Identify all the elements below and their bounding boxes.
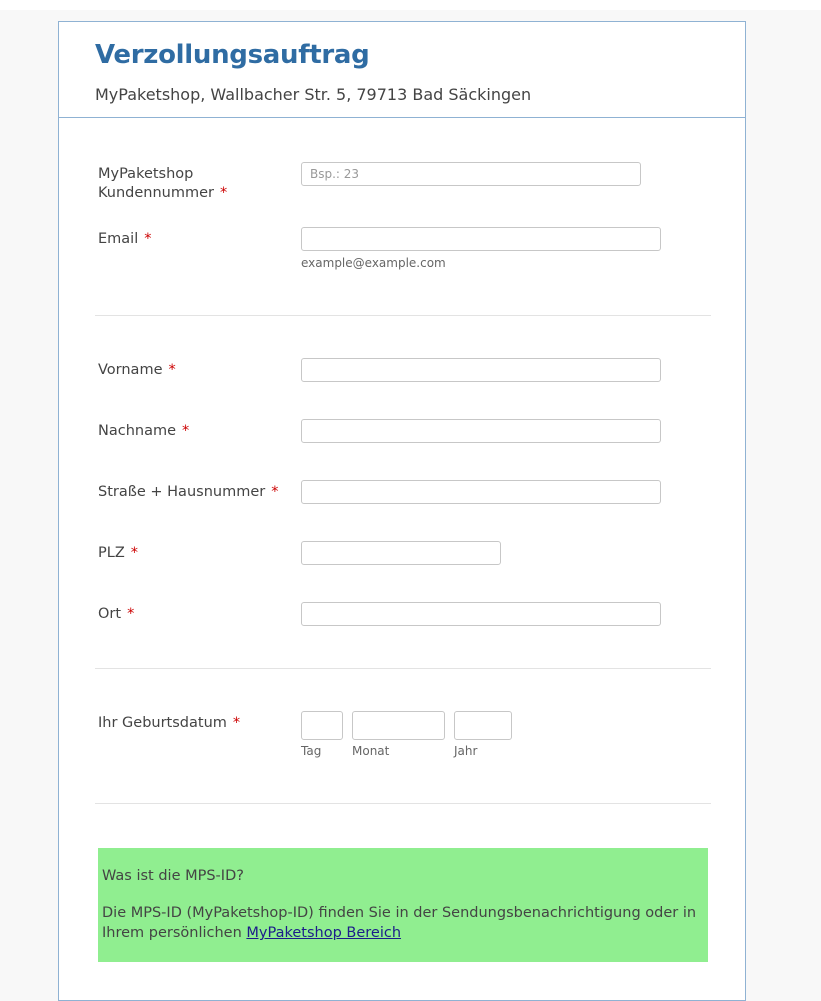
top-strip: [0, 0, 821, 10]
section-divider: [95, 668, 711, 669]
email-input[interactable]: [301, 227, 661, 251]
kundennummer-label-line1: MyPaketshop: [98, 166, 194, 182]
required-mark: *: [220, 185, 228, 201]
section-divider: [95, 803, 711, 804]
kundennummer-label-line2: Kundennummer: [98, 185, 214, 201]
info-answer-text: Die MPS-ID (MyPaketshop-ID) finden Sie in der Sendungsbenachrichtigung oder in Ihrem persönlichen: [102, 905, 697, 941]
required-mark: *: [127, 606, 135, 622]
nachname-label: [98, 422, 189, 441]
vorname-label-text: Vorname: [98, 362, 163, 378]
vorname-input[interactable]: [301, 358, 661, 382]
kundennummer-label: [98, 165, 227, 203]
form-card: [58, 21, 746, 1001]
birth-day-input[interactable]: [301, 711, 343, 740]
strasse-input[interactable]: [301, 480, 661, 504]
birth-month-sublabel: Monat: [352, 744, 390, 758]
ort-label: [98, 605, 134, 624]
nachname-label-text: Nachname: [98, 423, 177, 439]
birth-month-input[interactable]: [352, 711, 445, 740]
email-label: [98, 230, 151, 249]
strasse-label: [98, 483, 278, 502]
required-mark: *: [271, 484, 279, 500]
plz-input[interactable]: [301, 541, 501, 565]
mps-id-info-box: [98, 848, 708, 962]
mypaketshop-bereich-link[interactable]: MyPaketshop Bereich: [246, 925, 402, 941]
form-subtitle: MyPaketshop, Wallbacher Str. 5, 79713 Bad Säckingen: [95, 85, 532, 104]
strasse-label-text: Straße + Hausnummer: [98, 484, 266, 500]
plz-label: [98, 544, 138, 563]
required-mark: *: [232, 715, 241, 731]
plz-label-text: PLZ: [98, 545, 125, 561]
ort-label-text: Ort: [98, 606, 122, 622]
ort-input[interactable]: [301, 602, 661, 626]
birth-year-sublabel: Jahr: [454, 744, 478, 758]
required-mark: *: [144, 231, 152, 247]
nachname-input[interactable]: [301, 419, 661, 443]
birth-day-sublabel: Tag: [301, 744, 322, 758]
birth-year-input[interactable]: [454, 711, 512, 740]
info-question: Was ist die MPS-ID?: [102, 868, 244, 884]
required-mark: *: [130, 545, 139, 561]
required-mark: *: [182, 423, 190, 439]
email-sublabel: example@example.com: [301, 256, 446, 270]
form-title: Verzollungsauftrag: [95, 40, 370, 70]
section-divider: [95, 315, 711, 316]
kundennummer-input[interactable]: [301, 162, 641, 186]
form-header: [59, 22, 745, 118]
required-mark: *: [168, 362, 176, 378]
vorname-label: [98, 361, 176, 380]
info-answer: [102, 903, 702, 943]
geburtsdatum-label-text: Ihr Geburtsdatum: [98, 715, 227, 731]
email-label-text: Email: [98, 231, 139, 247]
geburtsdatum-label: [98, 714, 240, 733]
